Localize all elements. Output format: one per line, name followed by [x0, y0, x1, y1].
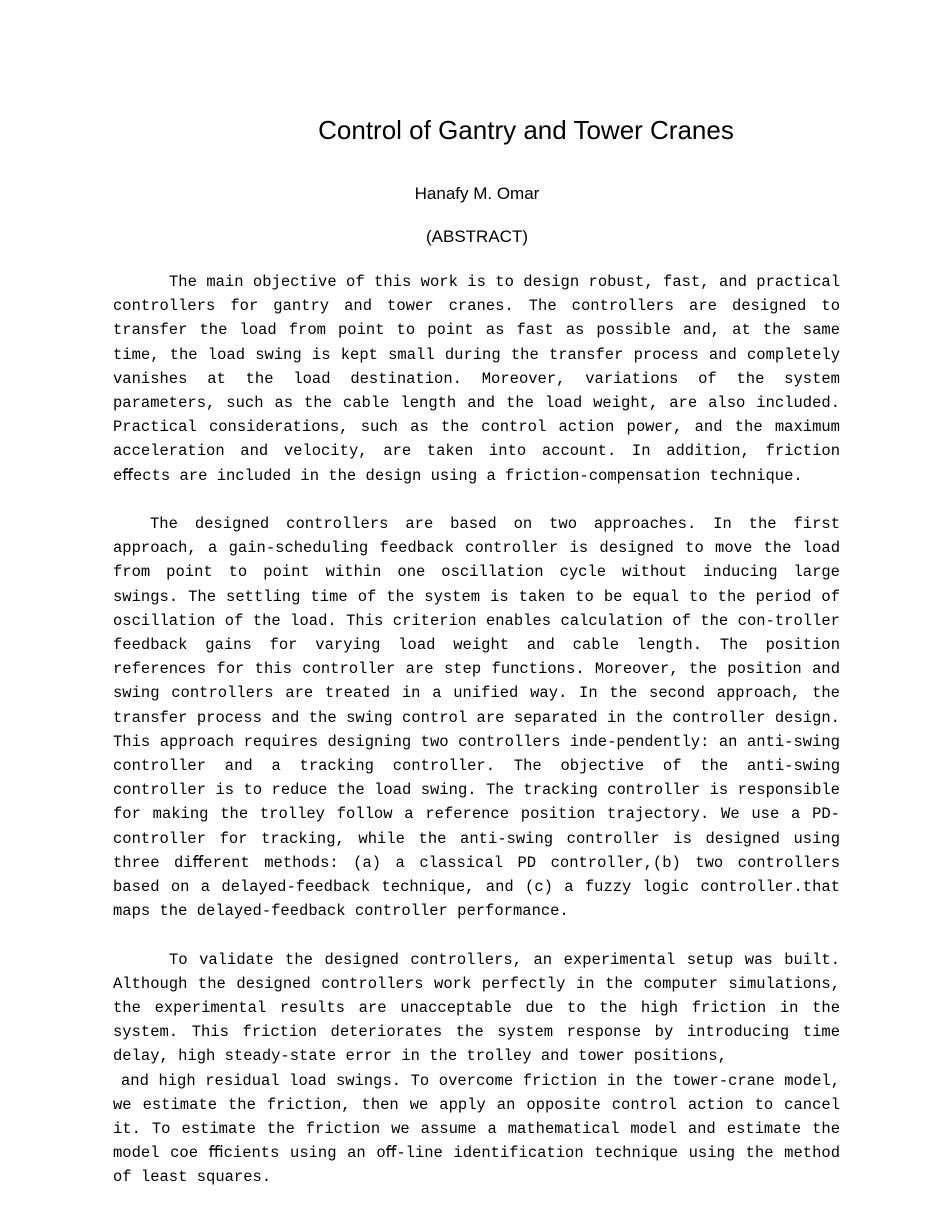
- abstract-paragraph-4: and high residual load swings. To overcome friction in the tower-crane model, we estimate the friction, then we apply an opposite control action to cancel it. To estimate the friction we assume a mathematical model and estimate the model coe ﬃcients using an oﬀ-line identification technique using the method of least squares.: [113, 1071, 840, 1187]
- author-name: Hanafy M. Omar: [414, 184, 540, 203]
- abstract-paragraph-1: The main objective of this work is to design robust, fast, and practical controllers for gantry and tower cranes. The controllers are designed to transfer the load from point to point as fast as possible and, at the same time, the load swing is kept small during the transfer process and completely vanishes at the load destination. Moreover, variations of the system parameters, such as the cable length and the load weight, are also included. Practical considerations, such as the control action power, and the maximum acceleration and velocity, are taken into account. In addition, friction eﬀects are included in the design using a friction-compensation technique.: [113, 273, 840, 485]
- abstract-heading: (ABSTRACT): [426, 227, 528, 246]
- abstract-paragraph-3: To validate the designed controllers, an experimental setup was built. Although the designed controllers work perfectly in the computer simulations, the experimental results are unacceptable due to the high friction in the system. This friction deteriorates the system response by introducing time delay, high steady-state error in the trolley and tower positions,: [113, 950, 840, 1066]
- abstract-paragraph-2: The designed controllers are based on two approaches. In the first approach, a gain-scheduling feedback controller is designed to move the load from point to point within one oscillation cycle without inducing large swings. The settling time of the system is taken to be equal to the period of oscillation of the load. This criterion enables calculation of the con-troller feedback gains for varying load weight and cable length. The position references for this controller are step functions. Moreover, the position and swing controllers are treated in a unified way. In the second approach, the transfer process and the swing control are separated in the controller design. This approach requires designing two controllers inde-pendently: an anti-swing controller and a tracking controller. The objective of the anti-swing controller is to reduce the load swing. The tracking controller is responsible for making the trolley follow a reference position trajectory. We use a PD-controller for tracking, while the anti-swing controller is designed using three diﬀerent methods: (a) a classical PD controller,(b) two controllers based on a delayed-feedback technique, and (c) a fuzzy logic controller.that maps the delayed-feedback controller performance.: [113, 515, 840, 921]
- document-title: Control of Gantry and Tower Cranes: [318, 115, 734, 145]
- abstract-body: [113, 270, 840, 1190]
